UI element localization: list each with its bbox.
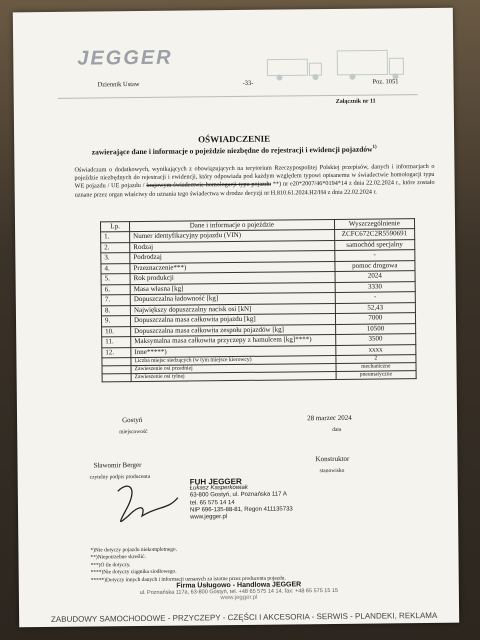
table-cell-lp: 2. [101,242,130,253]
letterhead [57,38,418,99]
table-cell-label: Dopuszczalna ładowność [kg] [130,292,335,305]
table-cell-lp: 5. [101,274,130,285]
footer: Firma Usługowo - Handlowa JEGGER ul. Poznańska 117a, 63-800 Gostyń, tel. +48 65 575 14 14, fax: +48 65 575 15 15 www.jegger.pl [139,581,339,602]
table-cell-value: 3500 [335,334,415,345]
signer-name: Sławomir Berger [93,460,142,470]
table-cell-lp: 12. [102,347,131,358]
jegger-logo: JEGGER [77,46,173,70]
table-cell-value: samochód specjalny [334,239,414,250]
company-stamp: FUH JEGGER Łukasz Kasperkowiak 63-800 Gostyń, ul. Poznańska 117 A tel. 65 575 14 14 NIP 696-135-88-81, Regon 411135733 www.jegger.pl [189,476,293,521]
table-cell-lp: 6. [101,284,130,295]
attachment-number: Załącznik nr 11 [335,98,376,105]
table-cell-label: Liczba miejsc siedzących (w tym miejsce kierowcy) [131,355,336,365]
table-cell-label: Dopuszczalna masa całkowita pojazdu [kg] [130,313,335,326]
table-cell-label: Rok produkcji [130,271,335,284]
constructor-title: Konstruktor [315,454,350,464]
table-cell-value: - [335,292,415,303]
signer-label: czytelny podpis producenta [89,473,151,481]
table-cell-label: Zawieszenie osi tylnej [131,371,336,381]
table-cell-value: 2 [336,355,416,364]
table-cell-label: Inne*****) [131,345,336,358]
table-cell-label: Dopuszczalna masa całkowita zespołu pojazdów [kg] [131,324,336,337]
vehicle-data-table [100,218,417,382]
table-cell-lp: 8. [101,305,130,316]
document-page [13,8,459,628]
table-cell-value: pneumatyczne [336,371,416,380]
document-title: OŚWIADCZENIE [198,133,271,145]
table-cell-value: 10500 [335,323,415,334]
table-cell-label: Przeznaczenie***) [130,261,335,274]
table-cell-label: Zawieszenie osi przedniej [131,363,336,373]
place-value: Gostyń [122,415,143,425]
table-cell-label: Masa własna [kg] [130,282,335,295]
table-cell-lp: 3. [101,253,130,264]
table-cell-value: 3330 [335,281,415,292]
table-cell-label: Numer identyfikacyjny pojazdu (VIN) [130,229,335,242]
table-cell-value: xxxx [335,344,415,355]
table-cell-label: Rodzaj [130,240,335,253]
declaration-text: Oświadczam o dodatkowych, wynikających z obowiązujących na terytorium Rzeczypospolitej Polskiej przepisów, danych i informacjach o pojeździe niezbędnych do rejestracji i ewidencji, który odpowiada pod każdym względem typowi opisanemu w świadectwie homologacji typu WE pojazdu / UE pojazdu / krajowym świadectwie homologacji typu pojazdu **) nr e20*2007/46*0194*14 z dnia 22.02.2024 r., które zostało uznane przez organ właściwy do uznania tego świadectwa w drodze decyzji nr H.810.61.2024.H2/H4 z dnia 22.02.2024 r. [74,162,435,199]
date-label: data [332,426,342,433]
table-cell-value: 52,43 [335,302,415,313]
table-cell-value: 2024 [335,271,415,282]
table-cell-label: Największy dopuszczalny nacisk osi [kN] [130,303,335,316]
table-cell-value: pomoc drogowa [335,260,415,271]
table-cell-value: ZCFC672C2R5590691 [334,229,414,240]
table-cell-value: mechaniczne [336,363,416,372]
table-cell-lp: 9. [101,316,130,327]
footnotes: *)Nie dotyczy pojazdu niekompletnego. **)Niepotrzebne skreślić. ***)O ile dotyczy. ****)Nie dotyczy ciągnika siodłowego. *****)Dotyczy innych danych i informacji uznanych za istotne przez producenta pojazdu. [90,546,286,584]
table-cell-label: Podrodzaj [130,250,335,263]
table-cell-label: Maksymalna masa całkowita przyczepy z hamulcem [kg]****) [131,334,336,347]
constructor-label: stanowisko [319,467,345,475]
document-subtitle: zawierające dane i informacje o pojeździe niezbędne do rejestracji i ewidencji pojazdów$^{1)}$ [91,144,377,157]
page-number: -33- [242,79,254,87]
table-header-row: Lp. Dane i informacje o pojeździe Wyszczególnienie [100,219,414,232]
position-number: Poz. 1051 [372,78,399,86]
table-cell-value: - [334,250,414,261]
table-cell-lp: 11. [102,337,131,348]
table-cell-lp: 10. [102,326,131,337]
footer-tagline: ZABUDOWY SAMOCHODOWE - PRZYCZEPY - CZĘŚCI I AKCESORIA - SERWIS - PLANDEKI, REKLAMA [50,610,438,624]
table-cell-value: 7000 [335,313,415,324]
table-cell-lp: 7. [101,295,130,306]
place-label: miejscowość [119,428,148,436]
table-cell-empty [102,374,131,382]
date-value: 28 marzec 2024 [307,413,352,423]
table-cell-lp: 4. [101,263,130,274]
table-cell-lp: 1. [101,232,130,243]
journal-name: Dziennik Ustaw [97,80,140,89]
